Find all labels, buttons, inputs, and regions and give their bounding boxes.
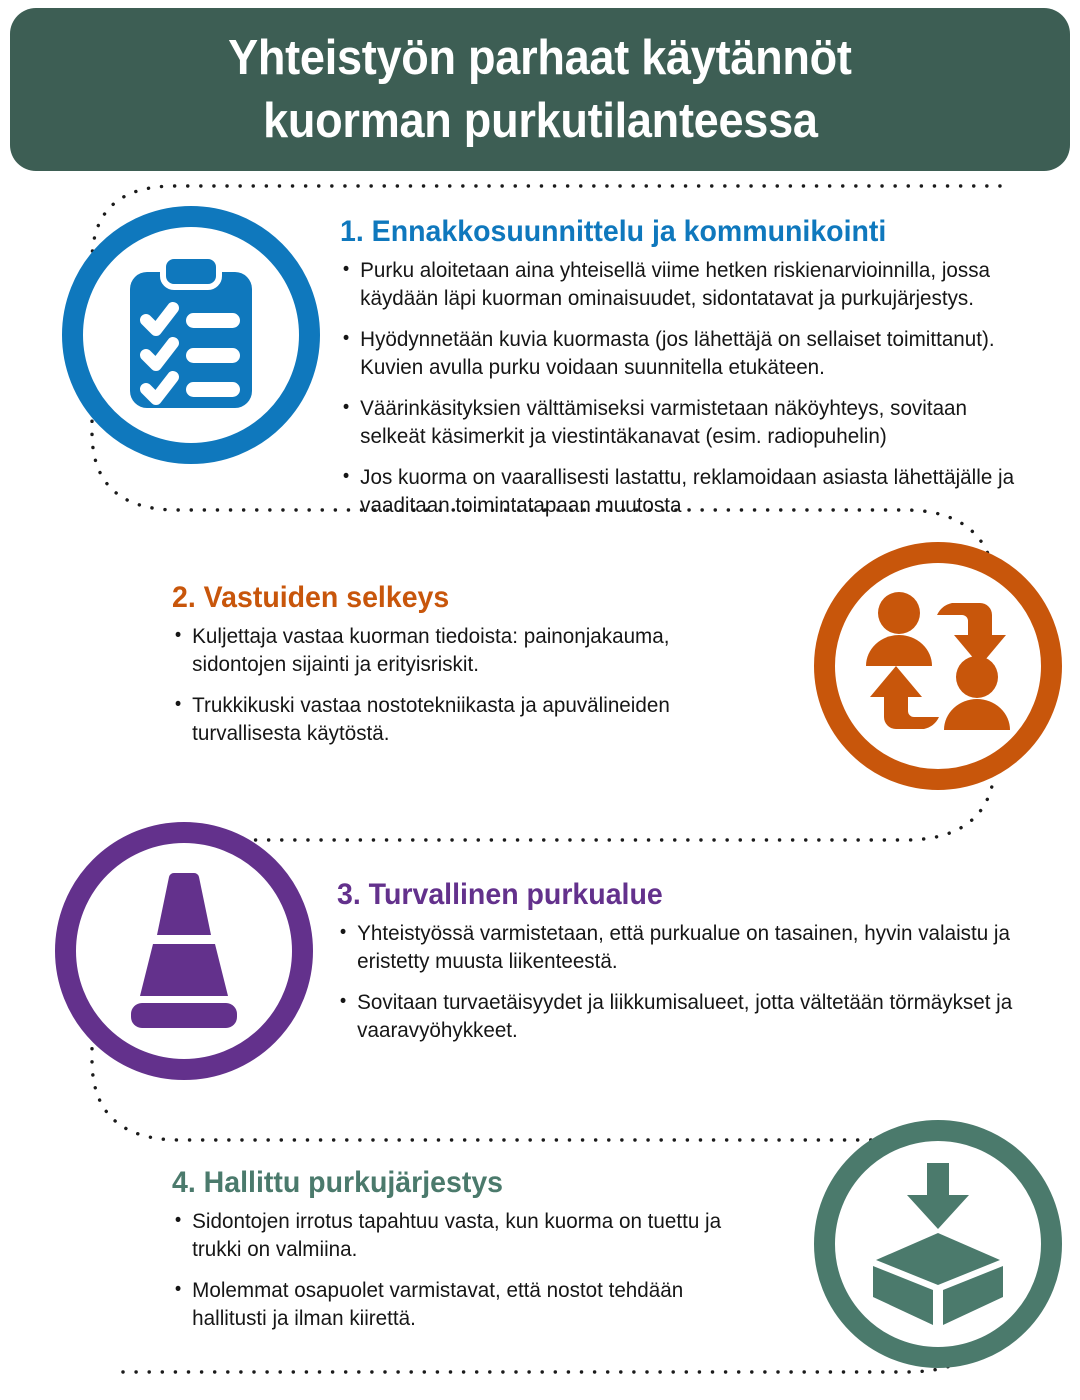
traffic-cone-icon [55, 822, 313, 1080]
list-item: • Yhteistyössä varmistetaan, että purkualue on tasainen, hyvin valaistu ja eristetty muusta liikenteestä. [337, 920, 1031, 975]
box-down-arrow-icon [814, 1120, 1062, 1368]
list-item: • Purku aloitetaan aina yhteisellä viime hetken riskienarvioinnilla, jossa käydään läpi kuorman ominaisuudet, sidontatavat ja purkujärjestys. [340, 257, 1033, 312]
section-2-text [172, 570, 772, 747]
list-item: • Jos kuorma on vaarallisesti lastattu, reklamoidaan asiasta lähettäjälle ja vaaditaan toimintatapaan muutosta [340, 464, 1033, 519]
section-1-text [340, 206, 1062, 519]
section-3-title: 3. Turvallinen purkualue [337, 878, 663, 911]
people-exchange-icon [814, 542, 1062, 790]
section-4-title: 4. Hallittu purkujärjestys [172, 1166, 504, 1199]
list-item: • Hyödynnetään kuvia kuormasta (jos lähettäjä on sellaiset toimittanut). Kuvien avulla purku voidaan suunnitella etukäteen. [340, 326, 1033, 381]
page-header [10, 8, 1070, 171]
list-item: • Trukkikuski vastaa nostotekniikasta ja apuvälineiden turvallisesta käytöstä. [172, 692, 748, 747]
box-down-arrow-glyph [864, 1163, 1012, 1325]
clipboard-checklist-icon [62, 206, 320, 464]
traffic-cone-glyph [111, 871, 257, 1031]
section-3 [55, 822, 1060, 1080]
section-3-bullets [337, 920, 1060, 1044]
list-item: • Sovitaan turvaetäisyydet ja liikkumisalueet, jotta vältetään törmäykset ja vaaravyöhykkeet. [337, 989, 1031, 1044]
page-title-line-1: Yhteistyön parhaat käytännöt [228, 30, 852, 85]
section-4-text [172, 1120, 772, 1332]
section-4-bullets [172, 1208, 772, 1332]
section-3-text [337, 822, 1060, 1044]
list-item: • Molemmat osapuolet varmistavat, että nostot tehdään hallitusti ja ilman kiirettä. [172, 1277, 748, 1332]
section-2 [172, 570, 1062, 790]
page-title-line-2: kuorman purkutilanteessa [262, 93, 818, 148]
section-4-icon-wrap [814, 1120, 1062, 1368]
section-3-icon-wrap [55, 822, 313, 1080]
section-1-icon-wrap [62, 206, 320, 464]
section-1-title: 1. Ennakkosuunnittelu ja kommunikointi [340, 215, 887, 248]
list-item: • Kuljettaja vastaa kuorman tiedoista: painonjakauma, sidontojen sijainti ja erityisriskit. [172, 623, 748, 678]
list-item: • Sidontojen irrotus tapahtuu vasta, kun kuorma on tuettu ja trukki on valmiina. [172, 1208, 748, 1263]
section-1 [62, 206, 1062, 519]
people-exchange-glyph [862, 591, 1014, 741]
section-4 [172, 1120, 1062, 1368]
list-item: • Väärinkäsityksien välttämiseksi varmistetaan näköyhteys, sovitaan selkeät käsimerkit ja viestintäkanavat (esim. radiopuhelin) [340, 395, 1033, 450]
section-1-bullets [340, 257, 1062, 519]
section-2-bullets [172, 623, 772, 747]
section-2-title: 2. Vastuiden selkeys [172, 581, 450, 614]
section-2-icon-wrap [814, 542, 1062, 790]
clipboard-checklist-glyph [116, 256, 266, 414]
